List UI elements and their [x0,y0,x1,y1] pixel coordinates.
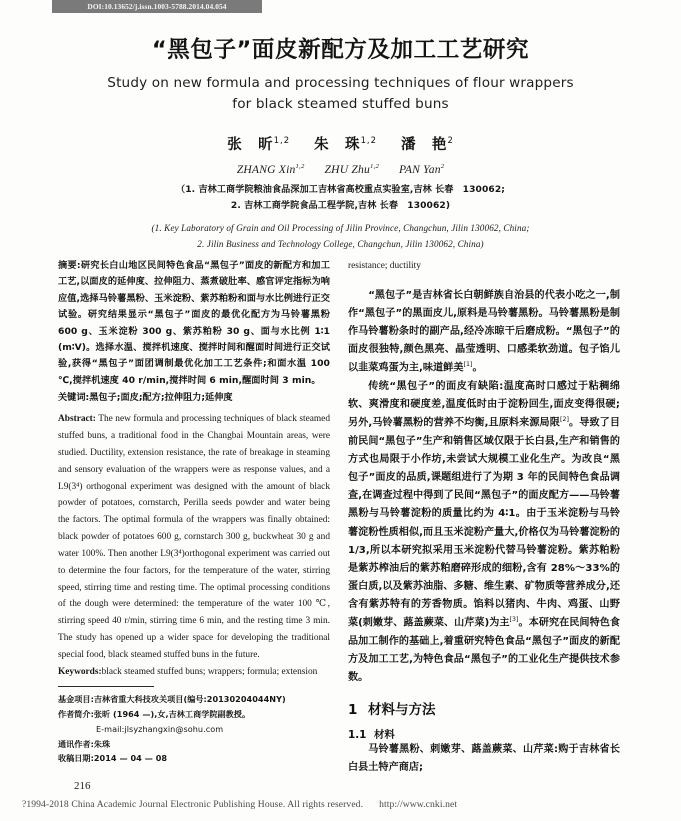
footnote-received: 收稿日期:2014 — 04 — 08 [58,753,168,764]
body-paragraph-1 [348,287,620,378]
abstract-cn-text: 研究长白山地区民间特色食品“黑包子”面皮的新配方和加工工艺,以面皮的延伸度、拉伸阻力、蒸煮破肚率、感官评定指标为响应值,选择马铃薯黑粉、玉米淀粉、紫苏粕粉和面与水比例进行正交试验。研究结果显示“黑包子”面皮的最优化配方为马铃薯黑粉 600 g、玉米淀粉 300 g、紫苏粕粉 30 g、面与水比例 1∶1 (m∶V)。选择水温、搅拌机速度、搅拌时间和醒面时间进行正交试验,获得“黑包子”面团调制最优化加工工艺条件;和面水温 100 ℃,搅拌机速度 40 r/min,搅拌时间 6 min,醒面时间 3 min。 [58,260,330,386]
body-paragraph-2-b: 。导致了目前民间“黑包子”生产和销售区域仅限于长白县,生产和销售的方式也局限于小作坊,未尝试大规模工业化生产。为改良“黑包子”面皮的品质,课题组进行了为期 3 年的民间特色食品调查,在调查过程中得到了民间“黑包子”的面皮配方——马铃薯黑粉与马铃薯淀粉的质量比约为 4∶1。由于玉米淀粉与马铃薯淀粉性质相似,而且玉米淀粉产量大,价格仅为马铃薯淀粉的 1/3,所以本研究拟采用玉米淀粉代替马铃薯淀粉。紫苏粕粉是紫苏榨油后的紫苏粕磨碎形成的细粉,含有 28%～33%的蛋白质,以及紫苏油脂、多糖、维生素、矿物质等营养成分,还含有紫苏特有的芳香物质。馅料以猪肉、牛肉、鸡蛋、山野菜(刺嫩芽、蕗盖蕨菜、山芹菜)为主 [348,417,621,629]
reference-marker-1: [1] [463,361,473,369]
doi-bar: DOI:10.13652/j.issn.1003-5788.2014.04.054 [52,0,262,13]
keywords-en-continued: resistance; ductility [348,261,421,271]
abstract-en-text: The new formula and processing techniques of black steamed stuffed buns, a traditional food in the Changbai Mountain areas, were studied. Ductility, extension resistance, the rate of breakage in steaming and sensory evaluation of the wrappers were as response values, and a L9(3⁴) orthogonal experiment was designed with the amount of black powder of potatoes, cornstarch, Perilla seeds powder and water being the factors. The optimal formula of the wrappers was finally obtained: black powder of potatoes 600 g, cornstarch 300 g, buckwheat 30 g and water 100%. Then another L9(3⁴)orthogonal experiment was carried out to determine the four factors, for the temperature of the water, stirring speed, stirring time and resting time. The optimal processing conditions of the dough were determined: the temperature of the water 100 ℃, stirring speed 40 r/min, stirring time 6 min, and the resting time 3 min. The study has opened up a wider space for developing the traditional special food, black steamed stuffed buns in the future. [58,414,330,660]
title-block [40,36,641,114]
section-heading-1-number: 1 [348,702,358,719]
author-en-2: ZHU Zhu$^{1,2}$ [324,163,380,176]
column-left [58,258,330,792]
section-heading-1-1-number: 1.1 [348,729,367,742]
page-title-en [40,73,641,114]
author-cn-3: 潘 艳$^2$ [400,135,454,153]
section-heading-1 [348,698,620,718]
keywords-en-label: Keywords: [58,666,102,677]
body-paragraph-1-end: 。 [472,362,483,374]
author-en-2-sup: 1,2 [370,163,380,171]
abstract-en-label: Abstract: [58,414,96,425]
title-en-line-1: Study on new formula and processing techniques of flour wrappers [107,75,574,92]
section-heading-1-1 [348,726,620,741]
abstract-en [58,411,330,663]
affiliation-cn-2: 2. 吉林工商学院食品工程学院,吉林 长春 130062) [230,200,451,211]
body-paragraph-1-text: “黑包子”是吉林省长白朝鲜族自治县的代表小吃之一,制作“黑包子”的黑面皮儿,原料是马铃薯黑粉。马铃薯黑粉是制作马铃薯粉条时的副产品,经冷冻晾干后磨成粉。“黑包子”的面皮很独特,颜色黑亮、晶莹透明、口感柔软劲道。包子馅儿以韭菜鸡蛋为主,味道鲜美 [348,289,620,374]
body-paragraph-2-a: 传统“黑包子”的面皮有缺陷:温度高时口感过于粘稠绵软、爽滑度和硬度差,温度低时由于淀粉回生,面皮变得很硬;另外,马铃薯黑粉的营养不均衡,且原料来源局限 [348,380,620,429]
footnote-fund: 基金项目:吉林省重大科技攻关项目(编号:20130204044NY) [58,694,286,705]
footnote-block [58,692,330,766]
authors-en [40,163,641,176]
author-cn-3-sup: 2 [447,135,454,146]
cnki-url[interactable]: http://www.cnki.net [379,799,458,810]
author-en-3-sup: 2 [440,163,445,171]
author-en-3: PAN Yan$^2$ [399,163,445,176]
column-right [348,258,620,778]
affiliation-en [40,220,641,252]
author-cn-1: 张 昕$^{1,2}$ [227,135,291,153]
footnote-author-bio: 作者简介:张昕 (1964 —),女,吉林工商学院副教授。 [58,709,251,720]
affiliation-cn [40,183,641,214]
section-heading-1-text: 材料与方法 [368,702,436,719]
authors-cn [40,133,641,154]
affiliation-cn-1: （1. 吉林工商学院粮油食品深加工吉林省高校重点实验室,吉林 长春 130062; [176,185,505,195]
section-heading-1-1-text: 材料 [374,729,395,742]
affiliation-en-1: (1. Key Laboratory of Grain and Oil Processing of Jilin Province, Changchun, Jilin 130062, China; [151,223,530,234]
author-cn-2-sup: 1,2 [360,135,377,146]
keywords-en-text: black steamed stuffed buns; wrappers; formula; extension [101,666,318,677]
abstract-cn [58,258,330,389]
footnote-divider [58,686,154,687]
author-en-1: ZHANG Xin$^{1,2}$ [236,163,305,176]
keywords-en [58,664,330,681]
keywords-cn-text: 黑包子;面皮;配方;拉伸阻力;延伸度 [89,392,233,403]
reference-marker-2: [2] [559,416,569,424]
body-paragraph-2-c: 。本研究在民间特色食品加工制作的基础上,着重研究特色食品“黑包子”面皮的新配方及加工工艺,为特色食品“黑包子”的工业化生产提供技术参数。 [348,617,621,684]
author-en-1-sup: 1,2 [295,163,305,171]
body-text [348,287,620,688]
author-cn-2: 朱 珠$^{1,2}$ [314,135,377,153]
footer-copyright [22,799,457,810]
body-text-2 [348,741,620,777]
body-paragraph-2 [348,378,620,687]
title-en-line-2: for black steamed stuffed buns [232,95,449,112]
affiliation-en-2: 2. Jilin Business and Technology College, Changchun, Jilin 130062, China) [197,239,484,250]
page-number: 216 [74,779,91,792]
footnote-email: E-mail:jlsyzhangxin@sohu.com [96,723,224,734]
keywords-cn-label: 关键词: [58,392,90,403]
author-cn-1-sup: 1,2 [273,135,291,146]
keywords-cn [58,390,330,406]
abstract-cn-label: 摘要: [58,260,81,271]
copyright-text: ?1994-2018 China Academic Journal Electronic Publishing House. All rights reserved. [22,799,364,810]
reference-marker-3: [3] [509,616,519,624]
page-title-cn: “黑包子”面皮新配方及加工工艺研究 [151,37,530,63]
body-paragraph-3: 马铃薯黑粉、刺嫩芽、蕗盖蕨菜、山芹菜:购于吉林省长白县土特产商店; [348,744,620,774]
authors-block [40,133,641,252]
footnote-corresponding: 通讯作者:朱珠 [58,738,111,749]
